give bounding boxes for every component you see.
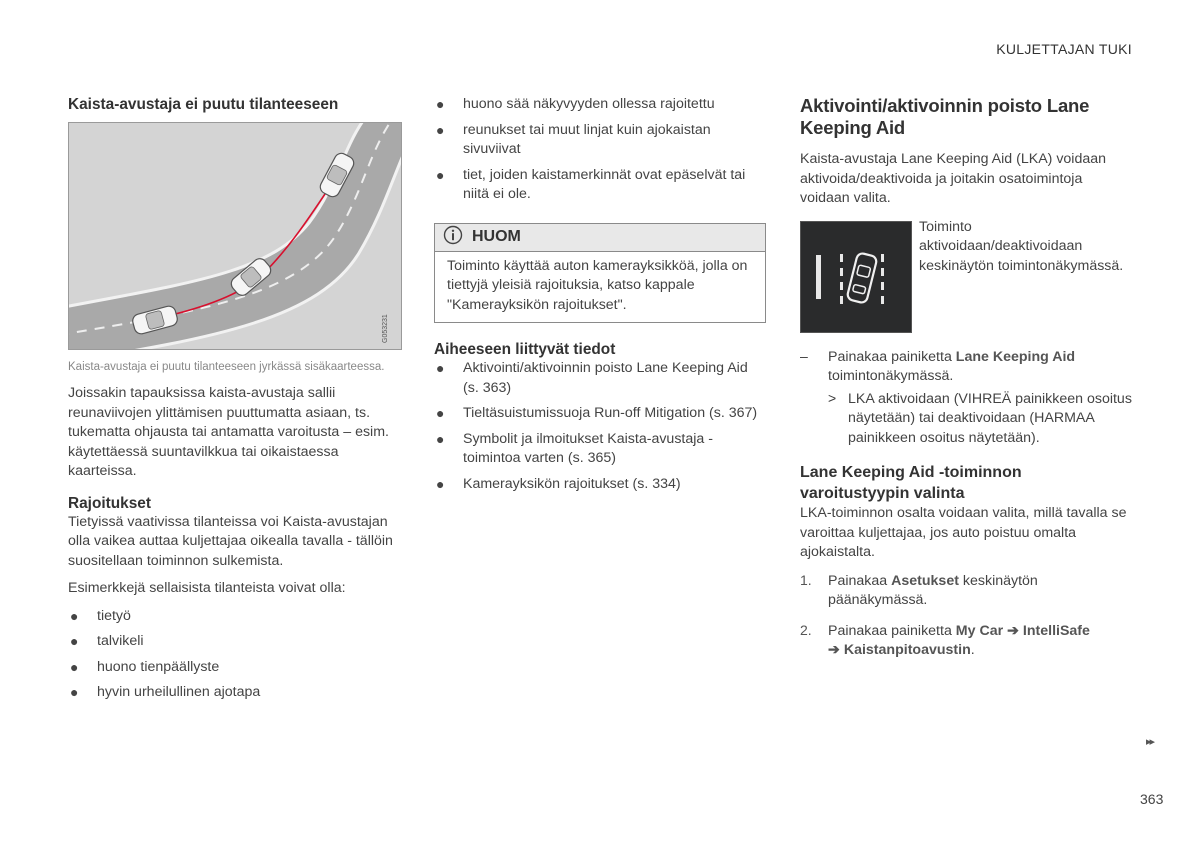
lane-keeping-label[interactable]: Kaistanpitoavustin xyxy=(843,642,971,658)
paragraph: Joissakin tapauksissa kaista-avustaja sallii reunaviivojen ylittämisen puuttumatta asiaan, ts. tukematta ohjausta tai antamatta varoitusta – esim. käytettäessä suuntavilkkua tai oikaistaessa kaarteissa. xyxy=(68,385,389,479)
lka-button-image xyxy=(800,221,912,333)
mycar-label[interactable]: My Car xyxy=(955,622,1004,639)
related-list xyxy=(434,359,766,494)
list-item: ● hyvin urheilullinen ajotapa xyxy=(68,683,402,703)
section-heading: Kaista-avustaja ei puutu tilanteeseen xyxy=(68,96,339,113)
step-activate xyxy=(800,348,1135,387)
step-dash: – xyxy=(800,347,808,364)
warning-heading: Lane Keeping Aid -toiminnon varoitustyypin valinta xyxy=(800,464,1022,502)
step-result xyxy=(800,390,1135,449)
column-3 xyxy=(800,95,1135,661)
step-text: Painakaa painiketta Lane Keeping Aid toimintonäkymässä. xyxy=(828,348,1076,384)
limits-text: Tietyissä vaativissa tilanteissa voi Kaista-avustajan olla vaikea auttaa kuljettajaa oikealla tavalla - tällöin suositellaan toiminnon sulkemista. xyxy=(68,513,393,569)
step-2 xyxy=(800,622,1135,661)
intro-text: Kaista-avustaja Lane Keeping Aid (LKA) voidaan aktivoida/deaktivoida ja joitakin osatoimintoja voidaan valita. xyxy=(800,151,1107,206)
step-1 xyxy=(800,572,1135,611)
bullet-icon: ● xyxy=(436,121,445,138)
examples-list xyxy=(68,607,402,703)
related-heading: Aiheeseen liittyvät tiedot xyxy=(434,341,616,358)
section-heading: Aktivointi/aktivoinnin poisto Lane Keeping Aid xyxy=(800,95,1090,138)
curve-illustration xyxy=(68,122,402,350)
limits-heading: Rajoitukset xyxy=(68,494,151,512)
info-icon xyxy=(443,225,463,250)
lka-icon xyxy=(801,222,911,332)
lka-button-label[interactable]: Lane Keeping Aid xyxy=(955,348,1076,365)
bullet-icon: ● xyxy=(70,684,79,700)
bullet-icon: ● xyxy=(70,633,79,649)
examples-intro: Esimerkkejä sellaisista tilanteista voivat olla: xyxy=(68,580,346,596)
arrow-icon: ➔ xyxy=(1007,622,1019,639)
bullet-icon: ● xyxy=(436,475,445,492)
bullet-icon: ● xyxy=(436,360,445,376)
list-item: ● tiet, joiden kaistamerkinnät ovat epäselvät tai niitä ei ole. xyxy=(436,166,746,202)
road-diagram xyxy=(69,123,401,349)
note-body xyxy=(435,252,765,323)
result-marker: > xyxy=(828,389,837,406)
section-header: KULJETTAJAN TUKI xyxy=(996,41,1132,57)
figure-code: G053231 xyxy=(382,314,389,343)
image-side-text: Toiminto aktivoidaan/deaktivoidaan keskinäytön toimintonäkymässä. xyxy=(919,218,1124,274)
settings-label[interactable]: Asetukset xyxy=(891,572,959,589)
related-link[interactable]: ● Tieltäsuistumissuoja Run-off Mitigation (s. 367) xyxy=(434,404,766,424)
note-title: HUOM xyxy=(472,228,521,245)
column-2 xyxy=(434,95,766,494)
note-box xyxy=(434,223,766,324)
bullet-icon: ● xyxy=(436,405,445,421)
bullet-icon: ● xyxy=(436,166,445,183)
list-item: ● reunukset tai muut linjat kuin ajokaistan sivuviivat xyxy=(436,121,711,157)
bullet-icon: ● xyxy=(436,96,445,112)
step-text: Painakaa painiketta My Car ➔ IntelliSafe ➔ Kaistanpitoavustin. xyxy=(828,622,1090,658)
bullet-icon: ● xyxy=(70,607,79,624)
arrow-icon: ➔ xyxy=(828,642,840,658)
list-item: ● huono tienpäällyste xyxy=(68,658,402,678)
step-number: 2. xyxy=(800,621,812,638)
related-link[interactable]: ● Aktivointi/aktivoinnin poisto Lane Keeping Aid (s. 363) xyxy=(436,360,748,396)
step-text: Painakaa Asetukset keskinäytön päänäkymässä. xyxy=(828,572,1038,608)
list-item: ● talvikeli xyxy=(68,632,402,652)
lka-image-row xyxy=(800,218,1135,333)
related-link[interactable]: ● Kamerayksikön rajoitukset (s. 334) xyxy=(434,475,766,495)
note-header xyxy=(435,224,765,252)
list-item: ● huono sää näkyvyyden ollessa rajoitettu xyxy=(434,95,766,115)
related-link[interactable]: ● Symbolit ja ilmoitukset Kaista-avustaja -toimintoa varten (s. 365) xyxy=(436,430,713,466)
note-text: Toiminto käyttää auton kamerayksikköä, jolla on tiettyjä yleisiä rajoituksia, katso kappale "Kamerayksikön rajoitukset". xyxy=(447,257,748,313)
bullet-icon: ● xyxy=(436,430,445,447)
intellisafe-label[interactable]: IntelliSafe xyxy=(1022,622,1090,639)
result-text: LKA aktivoidaan (VIHREÄ painikkeen osoitus näytetään) tai deaktivoidaan (HARMAA painikkeen osoitus näytetään). xyxy=(848,390,1132,446)
figure-caption: Kaista-avustaja ei puutu tilanteeseen jyrkässä sisäkaarteessa. xyxy=(68,361,385,373)
list-item: ● tietyö xyxy=(68,607,402,627)
continue-marker: ▸▸ xyxy=(1146,736,1154,748)
conditions-list xyxy=(434,95,766,205)
bullet-icon: ● xyxy=(70,658,79,675)
page-number: 363 xyxy=(1140,791,1164,807)
column-1 xyxy=(68,95,402,703)
step-number: 1. xyxy=(800,571,812,588)
warning-text: LKA-toiminnon osalta voidaan valita, millä tavalla se varoittaa kuljettajaa, jos auto poistuu omalta ajokaistalta. xyxy=(800,505,1127,560)
